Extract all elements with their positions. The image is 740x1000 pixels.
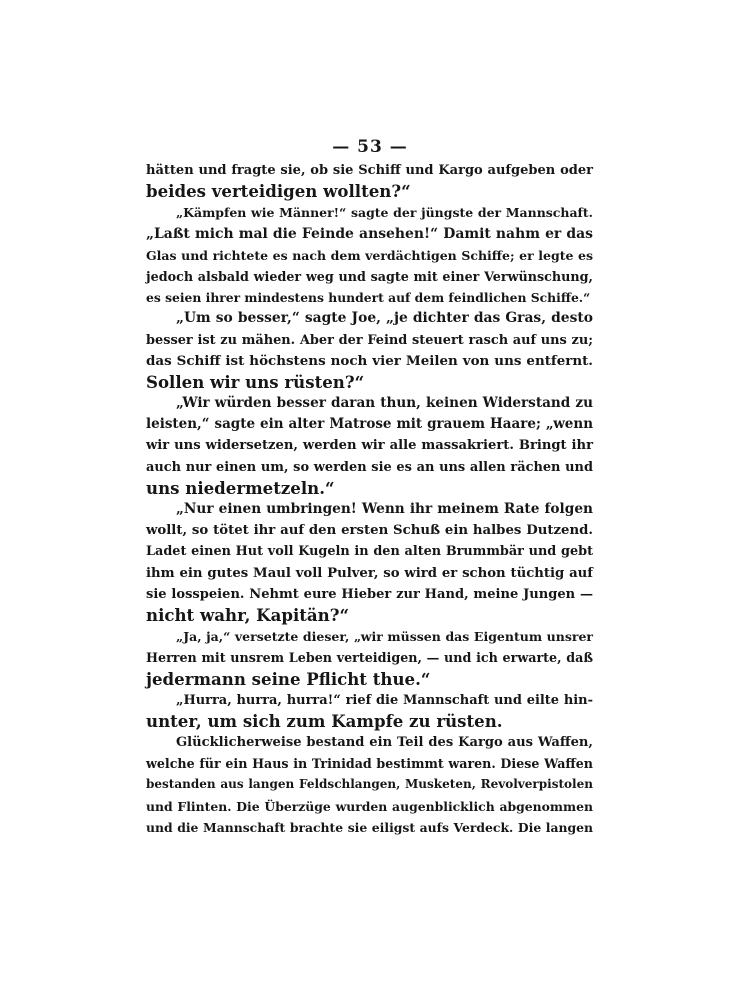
text-line: wir uns widersetzen, werden wir alle massakriert. Bringt ihr [146,438,593,454]
text-line: jedermann seine Pflicht thue.“ [146,668,431,689]
text-line: welche für ein Haus in Trinidad bestimmt waren. Diese Waffen [146,756,593,772]
text-line: und die Mannschaft brachte sie eiligst aufs Verdeck. Die langen [146,819,593,835]
text-line: und Flinten. Die Überzüge wurden augenblicklich abgenommen [146,798,593,814]
body-text [146,160,593,838]
page-number: — 53 — [332,137,408,157]
text-line: leisten,“ sagte ein alter Matrose mit grauem Haare; „wenn [146,416,593,433]
text-line: nicht wahr, Kapitän?“ [146,604,349,625]
text-line: das Schiff ist höchstens noch vier Meilen von uns entfernt. [146,352,593,369]
text-line: uns niedermetzeln.“ [146,477,335,498]
text-line: Sollen wir uns rüsten?“ [146,371,365,392]
text-line: jedoch alsbald wieder weg und sagte mit einer Verwünschung, [146,268,593,284]
text-line: „Ja, ja,“ versetzte dieser, „wir müssen das Eigentum unsrer [176,629,593,645]
text-line: beides verteidigen wollten?“ [146,181,411,202]
text-line: unter, um sich zum Kampfe zu rüsten. [146,710,503,731]
text-line: „Nur einen umbringen! Wenn ihr meinem Rate folgen [176,501,593,517]
text-line: Glücklicherweise bestand ein Teil des Kargo aus Waffen, [176,735,593,751]
text-line: Glas und richtete es nach dem verdächtigen Schiffe; er legte es [146,247,593,263]
text-line: Ladet einen Hut voll Kugeln in den alten Brummbär und gebt [146,544,593,560]
text-line: auch nur einen um, so werden sie es an uns allen rächen und [146,459,593,475]
text-line: Herren mit unsrem Leben verteidigen, — und ich erwarte, daß [146,650,593,666]
text-line: „Hurra, hurra, hurra!“ rief die Mannschaft und eilte hin- [176,692,593,708]
text-line: „Kämpfen wie Männer!“ sagte der jüngste der Mannschaft. [176,205,593,221]
text-line: hätten und fragte sie, ob sie Schiff und Kargo aufgeben oder [146,163,593,178]
text-line: „Laßt mich mal die Feinde ansehen!“ Damit nahm er das [146,225,593,242]
text-line: besser ist zu mähen. Aber der Feind steuert rasch auf uns zu; [146,332,593,348]
text-line: ihm ein gutes Maul voll Pulver, so wird er schon tüchtig auf [146,565,593,581]
text-line: wollt, so tötet ihr auf den ersten Schuß ein halbes Dutzend. [146,523,593,539]
text-line: es seien ihrer mindestens hundert auf dem feindlichen Schiffe.“ [146,290,591,306]
text-line: sie losspeien. Nehmt eure Hieber zur Hand, meine Jungen — [146,586,593,602]
text-line: „Um so besser,“ sagte Joe, „je dichter das Gras, desto [176,310,593,327]
text-line: bestanden aus langen Feldschlangen, Musketen, Revolverpistolen [146,777,593,792]
text-line: „Wir würden besser daran thun, keinen Widerstand zu [176,395,593,412]
